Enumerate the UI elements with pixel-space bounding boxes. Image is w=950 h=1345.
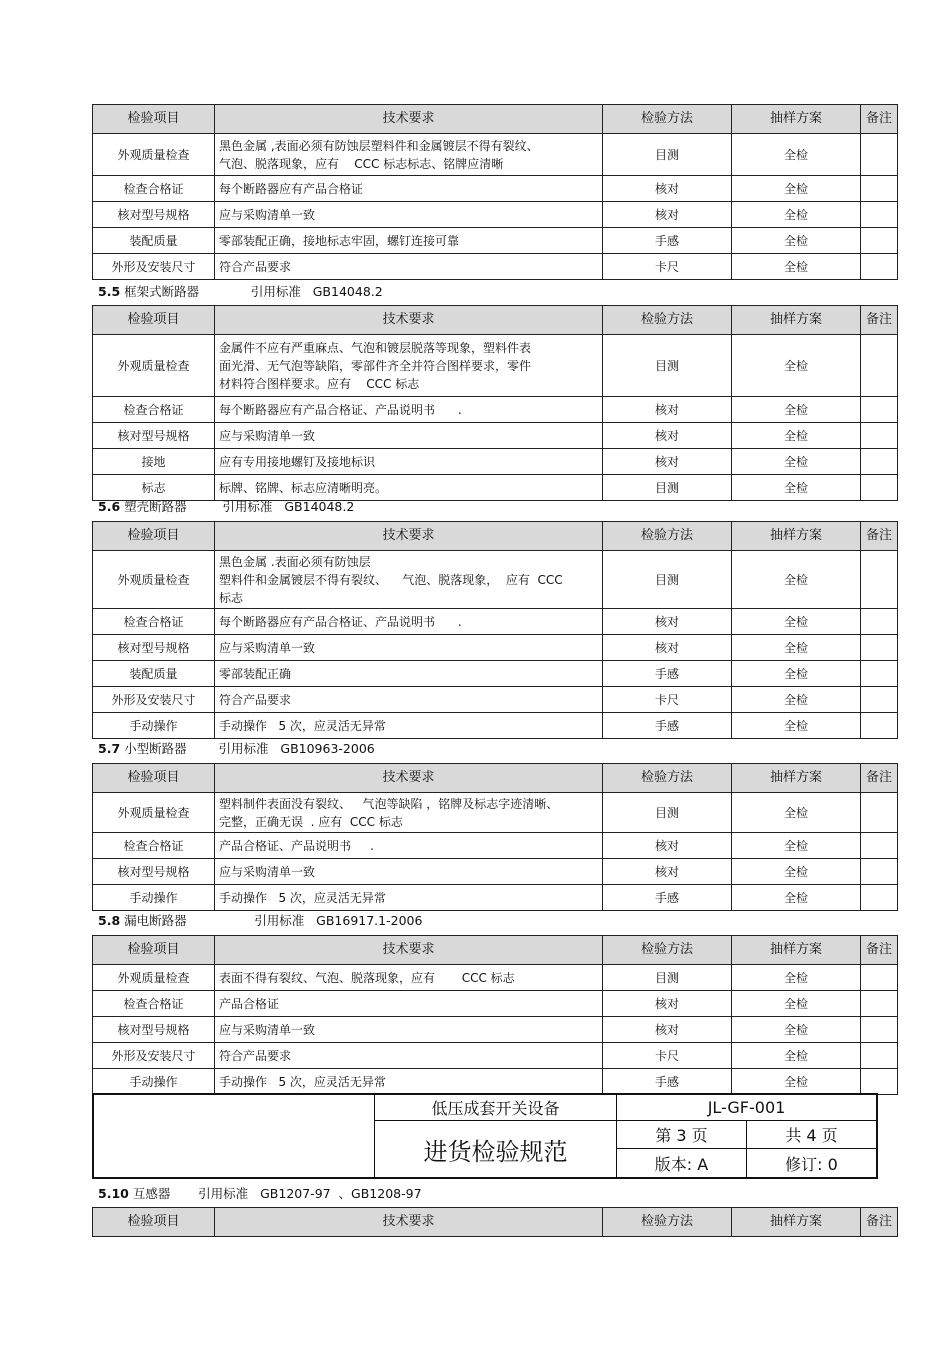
cell-method: 手感: [603, 228, 732, 254]
cell-item: 检查合格证: [93, 833, 215, 859]
inspection-table: [92, 305, 898, 501]
cell-remarks: [861, 965, 898, 991]
cell-requirement: [215, 449, 603, 475]
cell-sampling: 全检: [732, 833, 861, 859]
cell-sampling: 全检: [732, 449, 861, 475]
header-method: 检验方法: [603, 105, 732, 134]
table-row: [93, 202, 898, 228]
requirement-line: 每个断路器应有产品合格证、产品说明书 .: [219, 614, 462, 629]
cell-item: 手动操作: [93, 885, 215, 911]
header-row: [93, 1208, 898, 1237]
header-row: [93, 764, 898, 793]
cell-method: 目测: [603, 335, 732, 397]
table-row: [93, 228, 898, 254]
cell-remarks: [861, 609, 898, 635]
cell-sampling: 全检: [732, 793, 861, 833]
cell-sampling: 全检: [732, 134, 861, 176]
cell-sampling: 全检: [732, 228, 861, 254]
cell-method: 目测: [603, 965, 732, 991]
table-row: [93, 449, 898, 475]
cell-requirement: [215, 609, 603, 635]
cell-remarks: [861, 475, 898, 501]
cell-remarks: [861, 134, 898, 176]
header-remarks: 备注: [861, 936, 898, 965]
header-item: 检验项目: [93, 306, 215, 335]
cell-method: 核对: [603, 423, 732, 449]
inspection-table: [92, 521, 898, 739]
requirement-line: 每个断路器应有产品合格证: [219, 181, 364, 196]
cell-sampling: 全检: [732, 991, 861, 1017]
cell-requirement: [215, 254, 603, 280]
requirement-line: 符合产品要求: [219, 259, 292, 274]
cell-item: 检查合格证: [93, 991, 215, 1017]
requirement-line: 应与采购清单一致: [219, 207, 316, 222]
cell-item: 外观质量检查: [93, 793, 215, 833]
inspection-table: [92, 935, 898, 1095]
cell-sampling: 全检: [732, 397, 861, 423]
requirement-line: 产品合格证: [219, 996, 280, 1011]
requirement-line: 标牌、铭牌、标志应清晰明亮。: [219, 480, 388, 495]
header-remarks: 备注: [861, 105, 898, 134]
header-method: 检验方法: [603, 936, 732, 965]
requirement-line: 应有专用接地螺钉及接地标识: [219, 454, 376, 469]
revision: 修订: 0: [785, 1154, 838, 1174]
cell-remarks: [861, 991, 898, 1017]
cell-remarks: [861, 202, 898, 228]
cell-method: 卡尺: [603, 687, 732, 713]
section-caption-5-5: 5.5 框架式断路器 引用标准 GB14048.2: [98, 284, 383, 299]
cell-requirement: [215, 335, 603, 397]
cell-requirement: [215, 687, 603, 713]
header-sampling: 抽样方案: [732, 105, 861, 134]
header-row: [93, 306, 898, 335]
cell-method: 核对: [603, 397, 732, 423]
table-row: [93, 713, 898, 739]
header-item: 检验项目: [93, 764, 215, 793]
cell-requirement: [215, 176, 603, 202]
requirement-line: 手动操作 5 次，应灵活无异常: [219, 718, 386, 733]
requirement-line: 面光滑、无气泡等缺陷，零部件齐全并符合图样要求，零件: [219, 358, 532, 373]
cell-sampling: 全检: [732, 661, 861, 687]
spec-table-5-8: [92, 935, 897, 1095]
header-sampling: 抽样方案: [732, 936, 861, 965]
table-row: [93, 1017, 898, 1043]
cell-remarks: [861, 1043, 898, 1069]
cell-requirement: [215, 713, 603, 739]
table-row: [93, 254, 898, 280]
requirement-line: 材料符合图样要求。应有 CCC 标志: [219, 376, 420, 391]
inspection-table: [92, 763, 898, 911]
spec-table-5-6: [92, 521, 897, 739]
requirement-line: 应与采购清单一致: [219, 1022, 316, 1037]
table-row: [93, 1043, 898, 1069]
cell-remarks: [861, 661, 898, 687]
requirement-line: 产品合格证、产品说明书 .: [219, 838, 374, 853]
requirement-line: 塑料件和金属镀层不得有裂纹、 气泡、脱落现象， 应有 CCC: [219, 572, 563, 587]
header-sampling: 抽样方案: [732, 522, 861, 551]
requirement-line: 零部装配正确，接地标志牢固，螺钉连接可靠: [219, 233, 460, 248]
cell-requirement: [215, 551, 603, 609]
cell-item: 外观质量检查: [93, 134, 215, 176]
header-remarks: 备注: [861, 522, 898, 551]
header-sampling: 抽样方案: [732, 306, 861, 335]
cell-sampling: 全检: [732, 1069, 861, 1095]
cell-sampling: 全检: [732, 423, 861, 449]
table-row: [93, 885, 898, 911]
cell-requirement: [215, 1043, 603, 1069]
cell-requirement: [215, 885, 603, 911]
cell-method: 核对: [603, 1017, 732, 1043]
cell-remarks: [861, 423, 898, 449]
table-row: [93, 965, 898, 991]
cell-method: 手感: [603, 713, 732, 739]
cell-remarks: [861, 254, 898, 280]
cell-remarks: [861, 397, 898, 423]
header-item: 检验项目: [93, 936, 215, 965]
cell-remarks: [861, 449, 898, 475]
cell-requirement: [215, 793, 603, 833]
requirement-line: 完整，正确无误 . 应有 CCC 标志: [219, 814, 403, 829]
header-requirement: 技术要求: [215, 306, 603, 335]
table-row: [93, 551, 898, 609]
table-row: [93, 423, 898, 449]
cell-item: 手动操作: [93, 713, 215, 739]
section-caption-5-8: 5.8 漏电断路器 引用标准 GB16917.1-2006: [98, 913, 423, 928]
cell-method: 核对: [603, 635, 732, 661]
header-method: 检验方法: [603, 306, 732, 335]
requirement-line: 零部装配正确: [219, 666, 292, 681]
requirement-line: 表面不得有裂纹、气泡、脱落现象，应有 CCC 标志: [219, 970, 515, 985]
cell-item: 接地: [93, 449, 215, 475]
header-method: 检验方法: [603, 522, 732, 551]
header-row: [93, 936, 898, 965]
cell-requirement: [215, 635, 603, 661]
header-item: 检验项目: [93, 1208, 215, 1237]
cell-remarks: [861, 1069, 898, 1095]
cell-item: 外观质量检查: [93, 335, 215, 397]
cell-requirement: [215, 1017, 603, 1043]
cell-requirement: [215, 991, 603, 1017]
cell-item: 核对型号规格: [93, 1017, 215, 1043]
requirement-line: 黑色金属 .表面必须有防蚀层: [219, 554, 371, 569]
cell-sampling: 全检: [732, 713, 861, 739]
table-row: [93, 833, 898, 859]
cell-sampling: 全检: [732, 254, 861, 280]
cell-method: 手感: [603, 1069, 732, 1095]
cell-sampling: 全检: [732, 965, 861, 991]
header-requirement: 技术要求: [215, 105, 603, 134]
cell-requirement: [215, 134, 603, 176]
inspection-table: [92, 104, 898, 280]
cell-sampling: 全检: [732, 335, 861, 397]
cell-method: 目测: [603, 793, 732, 833]
table-row: [93, 635, 898, 661]
cell-item: 装配质量: [93, 661, 215, 687]
cell-item: 外观质量检查: [93, 551, 215, 609]
requirement-line: 手动操作 5 次，应灵活无异常: [219, 1074, 386, 1089]
cell-sampling: 全检: [732, 551, 861, 609]
header-remarks: 备注: [861, 764, 898, 793]
header-method: 检验方法: [603, 1208, 732, 1237]
cell-sampling: 全检: [732, 1017, 861, 1043]
requirement-line: 应与采购清单一致: [219, 640, 316, 655]
requirement-line: 每个断路器应有产品合格证、产品说明书 .: [219, 402, 462, 417]
cell-method: 目测: [603, 475, 732, 501]
table-row: [93, 687, 898, 713]
table-row: [93, 176, 898, 202]
cell-method: 手感: [603, 885, 732, 911]
cell-remarks: [861, 228, 898, 254]
cell-sampling: 全检: [732, 475, 861, 501]
spec-table-5-10: [92, 1207, 897, 1237]
cell-remarks: [861, 687, 898, 713]
cell-item: 装配质量: [93, 228, 215, 254]
cell-requirement: [215, 1069, 603, 1095]
cell-requirement: [215, 423, 603, 449]
cell-item: 外观质量检查: [93, 965, 215, 991]
spec-table-5-7: [92, 763, 897, 911]
cell-item: 外形及安装尺寸: [93, 1043, 215, 1069]
header-sampling: 抽样方案: [732, 1208, 861, 1237]
cell-remarks: [861, 859, 898, 885]
document-code: JL-GF-001: [707, 1098, 786, 1117]
cell-method: 目测: [603, 134, 732, 176]
spec-table-5-5: [92, 305, 897, 501]
cell-method: 核对: [603, 859, 732, 885]
table-row: [93, 134, 898, 176]
cell-requirement: [215, 202, 603, 228]
requirement-line: 金属件不应有严重麻点、气泡和镀层脱落等现象，塑料件表: [219, 340, 532, 355]
cell-requirement: [215, 475, 603, 501]
cell-requirement: [215, 859, 603, 885]
requirement-line: 应与采购清单一致: [219, 428, 316, 443]
cell-requirement: [215, 833, 603, 859]
product-name: 低压成套开关设备: [431, 1099, 560, 1118]
cell-remarks: [861, 885, 898, 911]
cell-item: 外形及安装尺寸: [93, 254, 215, 280]
cell-item: 核对型号规格: [93, 202, 215, 228]
cell-requirement: [215, 397, 603, 423]
document-title: 进货检验规范: [423, 1137, 568, 1166]
cell-requirement: [215, 661, 603, 687]
cell-item: 核对型号规格: [93, 423, 215, 449]
table-row: [93, 609, 898, 635]
table-row: [93, 991, 898, 1017]
cell-item: 核对型号规格: [93, 635, 215, 661]
cell-remarks: [861, 793, 898, 833]
cell-remarks: [861, 713, 898, 739]
requirement-line: 手动操作 5 次，应灵活无异常: [219, 890, 386, 905]
cell-method: 核对: [603, 449, 732, 475]
header-remarks: 备注: [861, 1208, 898, 1237]
cell-item: 外形及安装尺寸: [93, 687, 215, 713]
header-requirement: 技术要求: [215, 936, 603, 965]
cell-method: 核对: [603, 833, 732, 859]
table-row: [93, 475, 898, 501]
cell-sampling: 全检: [732, 1043, 861, 1069]
cell-method: 卡尺: [603, 254, 732, 280]
cell-item: 检查合格证: [93, 609, 215, 635]
cell-sampling: 全检: [732, 885, 861, 911]
cell-remarks: [861, 635, 898, 661]
cell-remarks: [861, 176, 898, 202]
table-row: [93, 397, 898, 423]
cell-sampling: 全检: [732, 687, 861, 713]
section-caption-5-6: 5.6 塑壳断路器 引用标准 GB14048.2: [98, 499, 355, 514]
cell-item: 标志: [93, 475, 215, 501]
version: 版本: A: [654, 1154, 709, 1174]
cell-sampling: 全检: [732, 202, 861, 228]
header-remarks: 备注: [861, 306, 898, 335]
requirement-line: 符合产品要求: [219, 1048, 292, 1063]
cell-method: 核对: [603, 609, 732, 635]
cell-item: 核对型号规格: [93, 859, 215, 885]
requirement-line: 塑料制件表面没有裂纹、 气泡等缺陷 ，铭牌及标志字迹清晰、: [219, 796, 559, 811]
section-caption-5-10: 5.10 互感器 引用标准 GB1207-97 、GB1208-97: [98, 1186, 422, 1201]
inspection-table: [92, 1207, 898, 1237]
cell-item: 检查合格证: [93, 176, 215, 202]
header-row: [93, 522, 898, 551]
cell-method: 核对: [603, 202, 732, 228]
table-row: [93, 859, 898, 885]
cell-method: 核对: [603, 991, 732, 1017]
section-caption-5-7: 5.7 小型断路器 引用标准 GB10963-2006: [98, 741, 375, 756]
requirement-line: 符合产品要求: [219, 692, 292, 707]
header-requirement: 技术要求: [215, 522, 603, 551]
cell-sampling: 全检: [732, 176, 861, 202]
table-row: [93, 335, 898, 397]
title-block: [92, 1093, 878, 1179]
cell-item: 手动操作: [93, 1069, 215, 1095]
cell-remarks: [861, 551, 898, 609]
cell-requirement: [215, 228, 603, 254]
cell-sampling: 全检: [732, 859, 861, 885]
header-row: [93, 105, 898, 134]
cell-method: 手感: [603, 661, 732, 687]
cell-method: 核对: [603, 176, 732, 202]
cell-item: 检查合格证: [93, 397, 215, 423]
cell-requirement: [215, 965, 603, 991]
table-row: [93, 793, 898, 833]
header-requirement: 技术要求: [215, 1208, 603, 1237]
requirement-line: 标志: [219, 590, 244, 605]
table-row: [93, 661, 898, 687]
requirement-line: 黑色金属 ,表面必须有防蚀层塑料件和金属镀层不得有裂纹、: [219, 138, 539, 153]
page-number: 第 3 页: [655, 1126, 708, 1145]
header-item: 检验项目: [93, 105, 215, 134]
cell-remarks: [861, 335, 898, 397]
total-pages: 共 4 页: [785, 1126, 838, 1145]
header-sampling: 抽样方案: [732, 764, 861, 793]
header-method: 检验方法: [603, 764, 732, 793]
cell-sampling: 全检: [732, 635, 861, 661]
table-row: [93, 1069, 898, 1095]
cell-remarks: [861, 1017, 898, 1043]
requirement-line: 气泡、脱落现象，应有 CCC 标志标志、铭牌应清晰: [219, 156, 504, 171]
cell-remarks: [861, 833, 898, 859]
header-item: 检验项目: [93, 522, 215, 551]
requirement-line: 应与采购清单一致: [219, 864, 316, 879]
header-requirement: 技术要求: [215, 764, 603, 793]
cell-method: 卡尺: [603, 1043, 732, 1069]
cell-method: 目测: [603, 551, 732, 609]
spec-table-top: [92, 104, 897, 280]
cell-sampling: 全检: [732, 609, 861, 635]
